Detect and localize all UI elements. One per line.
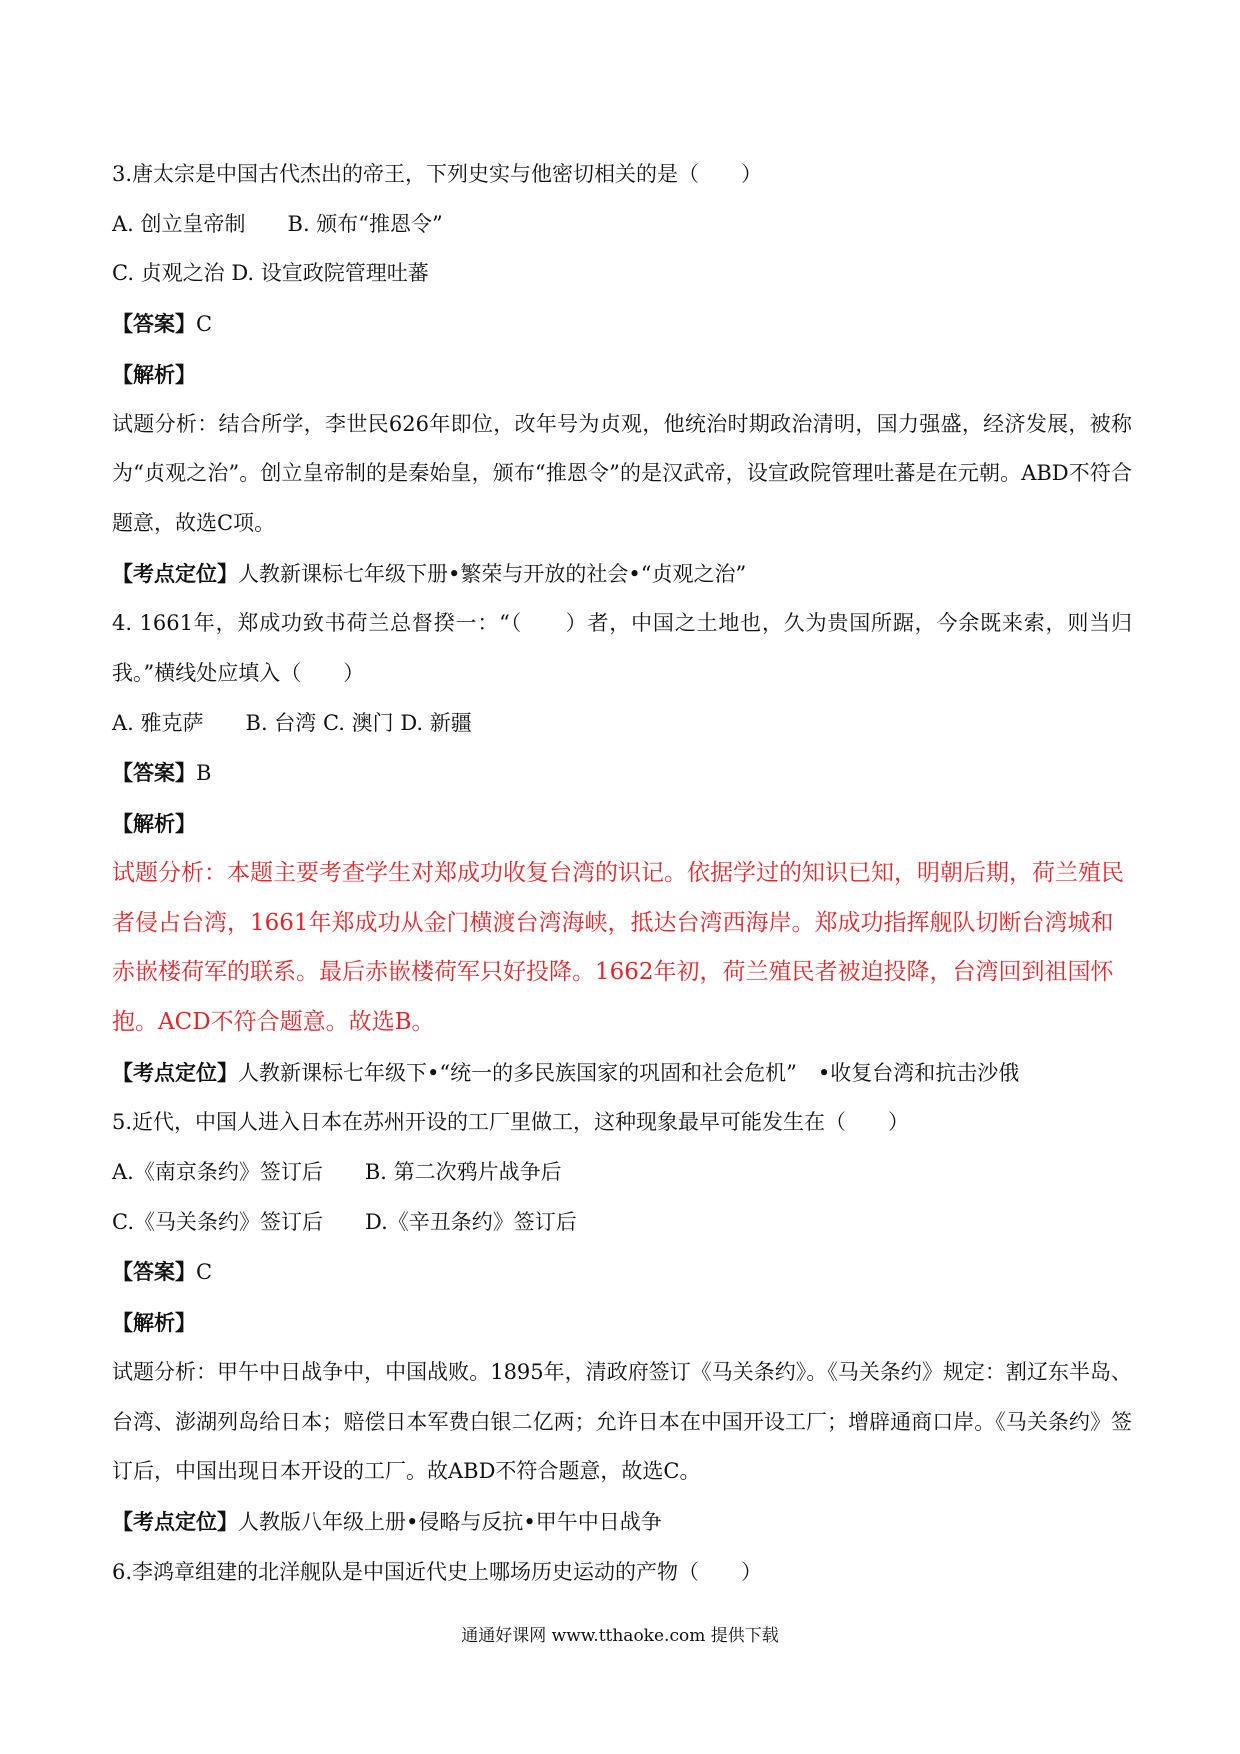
q4-point <box>112 1048 1142 1099</box>
q3-options-line1: A. 创立皇帝制 B. 颁布“推恩令” <box>112 211 443 236</box>
q5-options-line2: C.《马关条约》签订后 D.《辛丑条约》签订后 <box>112 1209 577 1234</box>
q4-analysis-label: 【解析】 <box>112 811 196 837</box>
document-page <box>112 150 1142 1597</box>
point-label: 【考点定位】 <box>112 1059 238 1085</box>
q3-analysis: 试题分析：结合所学，李世民626年即位，改年号为贞观，他统治时期政治清明，国力强盛，经济发展，被称为“贞观之治”。创立皇帝制的是秦始皇，颁布“推恩令”的是汉武帝，设宣政院管理吐蕃是在元朝。ABD不符合题意，故选C项。 <box>112 411 1132 535</box>
q3-point <box>112 549 1142 600</box>
q5-analysis-label: 【解析】 <box>112 1310 196 1336</box>
q5-options-line1: A.《南京条约》签订后 B. 第二次鸦片战争后 <box>112 1160 562 1185</box>
point-value: 人教版八年级上册•侵略与反抗•甲午中日战争 <box>238 1509 662 1534</box>
point-label: 【考点定位】 <box>112 1508 238 1534</box>
point-value: 人教新课标七年级下•“统一的多民族国家的巩固和社会危机” •收复台湾和抗击沙俄 <box>238 1060 1020 1085</box>
answer-label: 【答案】 <box>112 311 196 337</box>
q4-analysis: 试题分析：本题主要考查学生对郑成功收复台湾的识记。依据学过的知识已知，明朝后期，荷兰殖民者侵占台湾，1661年郑成功从金门横渡台湾海峡，抵达台湾西海岸。郑成功指挥舰队切断台湾城和赤嵌楼荷军的联系。最后赤嵌楼荷军只好投降。1662年初，荷兰殖民者被迫投降，台湾回到祖国怀抱。ACD不符合题意。故选B。 <box>112 859 1124 1035</box>
q3-analysis-label: 【解析】 <box>112 361 196 387</box>
q5-analysis: 试题分析：甲午中日战争中，中国战败。1895年，清政府签订《马关条约》。《马关条约》规定：割辽东半岛、台湾、澎湖列岛给日本；赔偿日本军费白银二亿两；允许日本在中国开设工厂；增辟通商口岸。《马关条约》签订后，中国出现日本开设的工厂。故ABD不符合题意，故选C。 <box>112 1359 1132 1484</box>
q4-question: 4. 1661年，郑成功致书荷兰总督揆一：“（ ）者，中国之土地也，久为贵国所踞，今余既来索，则当归我。”横线处应填入（ ） <box>112 611 1132 686</box>
q5-question: 5.近代，中国人进入日本在苏州开设的工厂里做工，这种现象最早可能发生在（ ） <box>112 1110 910 1135</box>
q5-answer <box>112 1247 1142 1298</box>
page-footer: 通通好课网 www.tthaoke.com 提供下载 <box>461 1626 779 1646</box>
answer-value: C <box>196 1260 213 1285</box>
point-label: 【考点定位】 <box>112 560 238 586</box>
answer-value: C <box>196 312 213 337</box>
q3-question: 3.唐太宗是中国古代杰出的帝王，下列史实与他密切相关的是（ ） <box>112 162 763 186</box>
answer-label: 【答案】 <box>112 1259 196 1285</box>
answer-label: 【答案】 <box>112 760 196 786</box>
answer-value: B <box>196 761 212 786</box>
q6-question: 6.李鸿章组建的北洋舰队是中国近代史上哪场历史运动的产物（ ） <box>112 1559 763 1584</box>
q4-answer <box>112 748 1142 799</box>
q3-answer <box>112 299 1142 350</box>
q4-options: A. 雅克萨 B. 台湾 C. 澳门 D. 新疆 <box>112 710 472 735</box>
q5-point <box>112 1497 1142 1548</box>
point-value: 人教新课标七年级下册•繁荣与开放的社会•“贞观之治” <box>238 561 747 586</box>
q3-options-line2: C. 贞观之治 D. 设宣政院管理吐蕃 <box>112 261 429 286</box>
